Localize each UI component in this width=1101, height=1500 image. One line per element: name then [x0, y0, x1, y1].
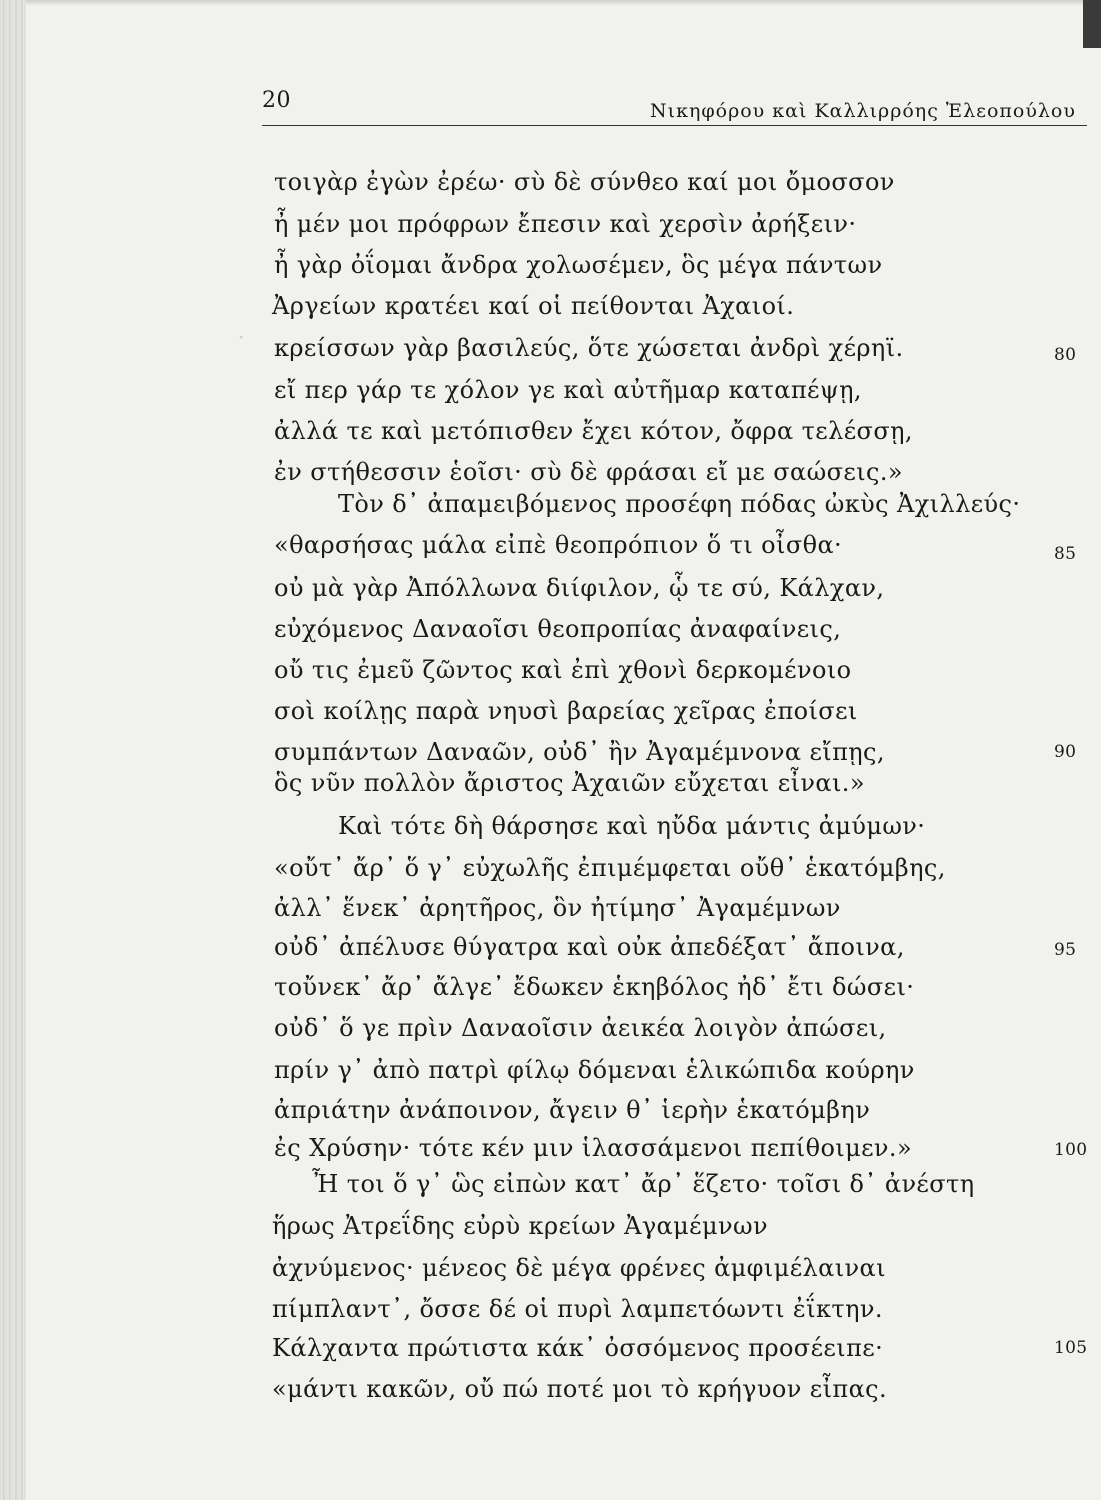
- running-head: Νικηφόρου καὶ Καλλιρρόης Ἐλεοπούλου: [650, 100, 1076, 122]
- verse-line: ἀλλ᾽ ἕνεκ᾽ ἀρητῆρος, ὃν ἠτίμησ᾽ Ἀγαμέμνων: [274, 894, 841, 922]
- verse-line: οὐδ᾽ ἀπέλυσε θύγατρα καὶ οὐκ ἀπεδέξατ᾽ ἄποινα,: [274, 933, 905, 961]
- verse-line: ἥρως Ἀτρεΐδης εὐρὺ κρείων Ἀγαμέμνων: [272, 1212, 768, 1240]
- verse-line: πρίν γ᾽ ἀπὸ πατρὶ φίλῳ δόμεναι ἑλικώπιδα κούρην: [274, 1056, 915, 1084]
- verse-line: ἀλλά τε καὶ μετόπισθεν ἔχει κότον, ὄφρα τελέσσῃ,: [274, 417, 913, 445]
- line-number: 100: [1054, 1140, 1088, 1160]
- verse-line: τοὔνεκ᾽ ἄρ᾽ ἄλγε᾽ ἔδωκεν ἑκηβόλος ἠδ᾽ ἔτι δώσει·: [274, 973, 915, 1001]
- verse-line: τοιγὰρ ἐγὼν ἐρέω· σὺ δὲ σύνθεο καί μοι ὄμοσσον: [274, 168, 895, 196]
- verse-line: οὔ τις ἐμεῦ ζῶντος καὶ ἐπὶ χθονὶ δερκομένοιο: [274, 656, 852, 684]
- verse-line: Ἀργείων κρατέει καί οἱ πείθονται Ἀχαιοί.: [272, 292, 795, 320]
- verse-line: ἀχνύμενος· μένεος δὲ μέγα φρένες ἀμφιμέλαιναι: [272, 1254, 886, 1282]
- verse-line: ἐς Χρύσην· τότε κέν μιν ἱλασσάμενοι πεπίθοιμεν.»: [274, 1134, 913, 1162]
- verse-line: Τὸν δ᾽ ἀπαμειβόμενος προσέφη πόδας ὠκὺς Ἀχιλλεύς·: [338, 490, 1021, 518]
- verse-line: «θαρσήσας μάλα εἰπὲ θεοπρόπιον ὅ τι οἶσθα·: [274, 531, 843, 559]
- verse-line: ἦ γὰρ ὀΐομαι ἄνδρα χολωσέμεν, ὃς μέγα πάντων: [274, 251, 883, 279]
- verse-line: ἀπριάτην ἀνάποινον, ἄγειν θ᾽ ἱερὴν ἑκατόμβην: [274, 1096, 871, 1124]
- verse-line: Κάλχαντα πρώτιστα κάκ᾽ ὀσσόμενος προσέειπε·: [272, 1334, 884, 1362]
- verse-line: οὐ μὰ γὰρ Ἀπόλλωνα διίφιλον, ᾧ τε σύ, Κάλχαν,: [274, 574, 885, 602]
- line-number: 95: [1054, 940, 1077, 960]
- line-number: 105: [1054, 1338, 1088, 1358]
- verse-line: συμπάντων Δαναῶν, οὐδ᾽ ἢν Ἀγαμέμνονα εἴπῃς,: [274, 738, 885, 766]
- line-number: 90: [1054, 742, 1077, 762]
- page-number: 20: [262, 88, 291, 113]
- verse-line: κρείσσων γὰρ βασιλεύς, ὅτε χώσεται ἀνδρὶ χέρηϊ.: [274, 334, 904, 362]
- verse-line: οὐδ᾽ ὅ γε πρὶν Δαναοῖσιν ἀεικέα λοιγὸν ἀπώσει,: [274, 1014, 887, 1042]
- verse-line: «μάντι κακῶν, οὔ πώ ποτέ μοι τὸ κρήγυον εἶπας.: [272, 1375, 888, 1403]
- bleed-through-mark: ·: [238, 325, 245, 349]
- verse-line: ἐν στήθεσσιν ἑοῖσι· σὺ δὲ φράσαι εἴ με σαώσεις.»: [274, 458, 903, 486]
- verse-line: Καὶ τότε δὴ θάρσησε καὶ ηὔδα μάντις ἀμύμων·: [338, 812, 926, 840]
- verse-line: εὐχόμενος Δαναοῖσι θεοπροπίας ἀναφαίνεις,: [274, 615, 842, 643]
- verse-line: εἴ περ γάρ τε χόλον γε καὶ αὐτῆμαρ καταπέψῃ,: [274, 376, 862, 404]
- verse-line: σοὶ κοίλῃς παρὰ νηυσὶ βαρείας χεῖρας ἐποίσει: [274, 697, 858, 725]
- line-number: 80: [1054, 345, 1077, 365]
- verse-line: πίμπλαντ᾽, ὄσσε δέ οἱ πυρὶ λαμπετόωντι ἐΐκτην.: [272, 1295, 883, 1323]
- verse-line: Ἦ τοι ὅ γ᾽ ὣς εἰπὼν κατ᾽ ἄρ᾽ ἕζετο· τοῖσι δ᾽ ἀνέστη: [312, 1170, 975, 1198]
- verse-line: ὃς νῦν πολλὸν ἄριστος Ἀχαιῶν εὔχεται εἶναι.»: [274, 769, 865, 797]
- line-number: 85: [1054, 544, 1077, 564]
- verse-line: «οὔτ᾽ ἄρ᾽ ὅ γ᾽ εὐχωλῆς ἐπιμέμφεται οὔθ᾽ ἑκατόμβης,: [274, 854, 946, 882]
- verse-line: ἦ μέν μοι πρόφρων ἔπεσιν καὶ χερσὶν ἀρήξειν·: [274, 210, 857, 238]
